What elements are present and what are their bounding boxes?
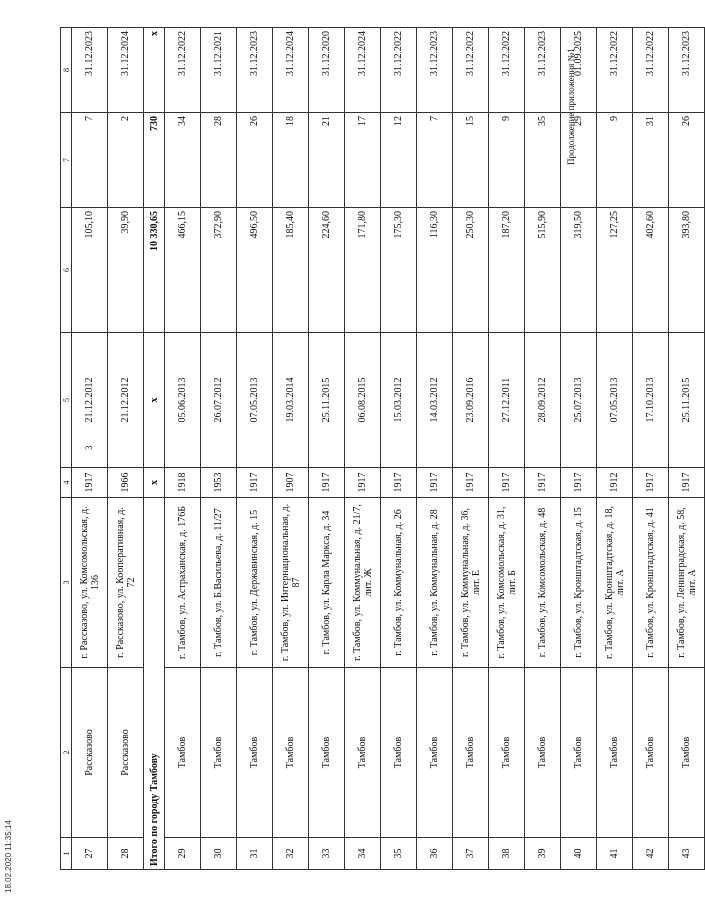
year-cell: 1917 bbox=[309, 468, 345, 498]
settlement-cell: Тамбов bbox=[201, 668, 237, 838]
row-number: 32 bbox=[273, 838, 309, 870]
column-number: 2 bbox=[61, 668, 72, 838]
date-cell: 17.10.2013 bbox=[633, 333, 669, 468]
row-number: 27 bbox=[72, 838, 108, 870]
residents-cell: 7 bbox=[72, 113, 108, 208]
year-cell: 1917 bbox=[525, 468, 561, 498]
settlement-cell: Тамбов bbox=[453, 668, 489, 838]
deadline-cell: 31.12.2021 bbox=[201, 28, 237, 113]
residents-cell: 12 bbox=[381, 113, 417, 208]
deadline-cell: 31.12.2022 bbox=[633, 28, 669, 113]
address-cell: г. Рассказово, ул. Кооперативная, д. 72 bbox=[108, 498, 144, 668]
year-cell: 1917 bbox=[237, 468, 273, 498]
table-row bbox=[237, 28, 273, 870]
deadline-cell: 01.09.2025 bbox=[561, 28, 597, 113]
row-number: 43 bbox=[669, 838, 705, 870]
row-number: 33 bbox=[309, 838, 345, 870]
annex-label: Продолжение приложения №1 bbox=[566, 48, 576, 165]
year-cell: 1917 bbox=[669, 468, 705, 498]
address-cell: г. Тамбов, ул. Кронштадтская, д. 18, лит. А bbox=[597, 498, 633, 668]
date-cell: 15.03.2012 bbox=[381, 333, 417, 468]
address-cell: г. Тамбов, ул. Кронштадтская, д. 15 bbox=[561, 498, 597, 668]
area-cell: 187,20 bbox=[489, 208, 525, 333]
deadline-cell: 31.12.2022 bbox=[165, 28, 201, 113]
row-number: 31 bbox=[237, 838, 273, 870]
settlement-cell: Рассказово bbox=[72, 668, 108, 838]
area-cell: 224,60 bbox=[309, 208, 345, 333]
table-row bbox=[165, 28, 201, 870]
address-cell: г. Тамбов, ул. Ленинградская, д. 58, лит. А bbox=[669, 498, 705, 668]
row-number: 42 bbox=[633, 838, 669, 870]
date-cell: 14.03.2012 bbox=[417, 333, 453, 468]
area-cell: 319,50 bbox=[561, 208, 597, 333]
address-cell: г. Тамбов, ул. Коммунальная, д. 21/7, лит. Ж bbox=[345, 498, 381, 668]
residents-cell: 2 bbox=[108, 113, 144, 208]
area-cell: 372,90 bbox=[201, 208, 237, 333]
address-cell: г. Тамбов, ул. Коммунальная, д. 36, лит. Е bbox=[453, 498, 489, 668]
row-number: 28 bbox=[108, 838, 144, 870]
area-cell: 39,90 bbox=[108, 208, 144, 333]
table-row bbox=[525, 28, 561, 870]
deadline-cell: 31.12.2024 bbox=[273, 28, 309, 113]
settlement-cell: Тамбов bbox=[525, 668, 561, 838]
year-cell: 1966 bbox=[108, 468, 144, 498]
residents-cell: 29 bbox=[561, 113, 597, 208]
table-row bbox=[417, 28, 453, 870]
date-cell: 05.06.2013 bbox=[165, 333, 201, 468]
residents-cell: 17 bbox=[345, 113, 381, 208]
year-cell: 1912 bbox=[597, 468, 633, 498]
deadline-cell: 31.12.2024 bbox=[345, 28, 381, 113]
address-cell: г. Тамбов, ул. Державинская, д. 15 bbox=[237, 498, 273, 668]
settlement-cell: Рассказово bbox=[108, 668, 144, 838]
year-cell: 1907 bbox=[273, 468, 309, 498]
date-cell: 07.05.2013 bbox=[237, 333, 273, 468]
row-number: 36 bbox=[417, 838, 453, 870]
date-cell: 28.09.2012 bbox=[525, 333, 561, 468]
column-number: 6 bbox=[61, 208, 72, 333]
residents-cell: 26 bbox=[669, 113, 705, 208]
row-number: 34 bbox=[345, 838, 381, 870]
area-cell: 515,90 bbox=[525, 208, 561, 333]
deadline-cell: 31.12.2022 bbox=[381, 28, 417, 113]
settlement-cell: Тамбов bbox=[633, 668, 669, 838]
row-number: 37 bbox=[453, 838, 489, 870]
deadline-cell: 31.12.2023 bbox=[417, 28, 453, 113]
total-row bbox=[144, 28, 165, 870]
area-cell: 185,40 bbox=[273, 208, 309, 333]
year-cell: 1917 bbox=[417, 468, 453, 498]
column-number: 8 bbox=[61, 28, 72, 113]
residents-cell: 9 bbox=[597, 113, 633, 208]
deadline-cell: 31.12.2024 bbox=[108, 28, 144, 113]
address-cell: г. Тамбов, ул. Кронштадтская, д. 41 bbox=[633, 498, 669, 668]
total-deadline: х bbox=[144, 28, 165, 113]
area-cell: 105,10 bbox=[72, 208, 108, 333]
table-row bbox=[489, 28, 525, 870]
settlement-cell: Тамбов bbox=[489, 668, 525, 838]
row-number: 29 bbox=[165, 838, 201, 870]
total-count: 730 bbox=[144, 113, 165, 208]
deadline-cell: 31.12.2023 bbox=[669, 28, 705, 113]
date-cell: 21.12.2012 bbox=[108, 333, 144, 468]
row-number: 30 bbox=[201, 838, 237, 870]
table-row bbox=[201, 28, 237, 870]
date-cell: 19.03.2014 bbox=[273, 333, 309, 468]
settlement-cell: Тамбов bbox=[345, 668, 381, 838]
residents-cell: 7 bbox=[417, 113, 453, 208]
area-cell: 175,30 bbox=[381, 208, 417, 333]
residents-cell: 18 bbox=[273, 113, 309, 208]
table-row bbox=[108, 28, 144, 870]
row-number: 41 bbox=[597, 838, 633, 870]
area-cell: 250,30 bbox=[453, 208, 489, 333]
area-cell: 466,15 bbox=[165, 208, 201, 333]
settlement-cell: Тамбов bbox=[309, 668, 345, 838]
date-cell: 25.07.2013 bbox=[561, 333, 597, 468]
area-cell: 496,50 bbox=[237, 208, 273, 333]
row-number: 40 bbox=[561, 838, 597, 870]
area-cell: 171,80 bbox=[345, 208, 381, 333]
residents-cell: 31 bbox=[633, 113, 669, 208]
date-cell: 25.11.2015 bbox=[309, 333, 345, 468]
table-row bbox=[381, 28, 417, 870]
housing-table bbox=[60, 27, 705, 870]
row-number: 38 bbox=[489, 838, 525, 870]
total-label: Итого по городу Тамбову bbox=[144, 498, 165, 870]
date-cell: 07.05.2013 bbox=[597, 333, 633, 468]
year-cell: 1917 bbox=[489, 468, 525, 498]
year-cell: 1917 bbox=[381, 468, 417, 498]
year-cell: 1917 bbox=[633, 468, 669, 498]
date-cell: 26.07.2012 bbox=[201, 333, 237, 468]
year-cell: 1917 bbox=[561, 468, 597, 498]
settlement-cell: Тамбов bbox=[165, 668, 201, 838]
row-number: 35 bbox=[381, 838, 417, 870]
table-row bbox=[273, 28, 309, 870]
row-number: 39 bbox=[525, 838, 561, 870]
date-cell: 23.09.2016 bbox=[453, 333, 489, 468]
table-row bbox=[669, 28, 705, 870]
address-cell: г. Тамбов, ул. Карла Маркса, д. 34 bbox=[309, 498, 345, 668]
settlement-cell: Тамбов bbox=[381, 668, 417, 838]
area-cell: 116,30 bbox=[417, 208, 453, 333]
column-number-row bbox=[61, 28, 72, 870]
area-cell: 402,60 bbox=[633, 208, 669, 333]
table-body bbox=[61, 28, 705, 870]
year-cell: 1917 bbox=[345, 468, 381, 498]
table-row bbox=[72, 28, 108, 870]
column-number: 7 bbox=[61, 113, 72, 208]
date-cell: 06.08.2015 bbox=[345, 333, 381, 468]
area-cell: 393,80 bbox=[669, 208, 705, 333]
address-cell: г. Тамбов, ул. Интернациональная, д. 87 bbox=[273, 498, 309, 668]
address-cell: г. Тамбов, ул. Комсомольская, д. 31, лит. Б bbox=[489, 498, 525, 668]
table-row bbox=[345, 28, 381, 870]
page-number: 3 bbox=[84, 445, 94, 450]
total-year: х bbox=[144, 468, 165, 498]
table-row bbox=[597, 28, 633, 870]
deadline-cell: 31.12.2022 bbox=[597, 28, 633, 113]
address-cell: г. Тамбов, ул. Б.Васильева, д. 11/27 bbox=[201, 498, 237, 668]
deadline-cell: 31.12.2022 bbox=[489, 28, 525, 113]
total-date: х bbox=[144, 333, 165, 468]
year-cell: 1917 bbox=[453, 468, 489, 498]
residents-cell: 35 bbox=[525, 113, 561, 208]
deadline-cell: 31.12.2020 bbox=[309, 28, 345, 113]
address-cell: г. Тамбов, ул. Коммунальная, д. 28 bbox=[417, 498, 453, 668]
total-area: 10 330,65 bbox=[144, 208, 165, 333]
settlement-cell: Тамбов bbox=[237, 668, 273, 838]
column-number: 1 bbox=[61, 838, 72, 870]
address-cell: г. Тамбов, ул. Астраханская, д. 176Б bbox=[165, 498, 201, 668]
settlement-cell: Тамбов bbox=[597, 668, 633, 838]
address-cell: г. Тамбов, ул. Комсомольская, д. 48 bbox=[525, 498, 561, 668]
settlement-cell: Тамбов bbox=[561, 668, 597, 838]
date-cell: 27.12.2011 bbox=[489, 333, 525, 468]
residents-cell: 21 bbox=[309, 113, 345, 208]
column-number: 4 bbox=[61, 468, 72, 498]
deadline-cell: 31.12.2023 bbox=[237, 28, 273, 113]
date-cell: 25.11.2015 bbox=[669, 333, 705, 468]
settlement-cell: Тамбов bbox=[273, 668, 309, 838]
table-row bbox=[309, 28, 345, 870]
year-cell: 1953 bbox=[201, 468, 237, 498]
year-cell: 1918 bbox=[165, 468, 201, 498]
table-row bbox=[453, 28, 489, 870]
address-cell: г. Рассказово, ул. Комсомольская, д. 136 bbox=[72, 498, 108, 668]
print-timestamp: 18.02.2020 11:35:14 bbox=[4, 820, 13, 893]
column-number: 5 bbox=[61, 333, 72, 468]
deadline-cell: 31.12.2023 bbox=[72, 28, 108, 113]
deadline-cell: 31.12.2023 bbox=[525, 28, 561, 113]
table-row bbox=[633, 28, 669, 870]
residents-cell: 26 bbox=[237, 113, 273, 208]
residents-cell: 15 bbox=[453, 113, 489, 208]
area-cell: 127,25 bbox=[597, 208, 633, 333]
residents-cell: 34 bbox=[165, 113, 201, 208]
date-cell: 21.12.2012 bbox=[72, 333, 108, 468]
column-number: 3 bbox=[61, 498, 72, 668]
residents-cell: 28 bbox=[201, 113, 237, 208]
table-row bbox=[561, 28, 597, 870]
settlement-cell: Тамбов bbox=[417, 668, 453, 838]
settlement-cell: Тамбов bbox=[669, 668, 705, 838]
deadline-cell: 31.12.2022 bbox=[453, 28, 489, 113]
year-cell: 1917 bbox=[72, 468, 108, 498]
address-cell: г. Тамбов, ул. Коммунальная, д. 26 bbox=[381, 498, 417, 668]
residents-cell: 9 bbox=[489, 113, 525, 208]
